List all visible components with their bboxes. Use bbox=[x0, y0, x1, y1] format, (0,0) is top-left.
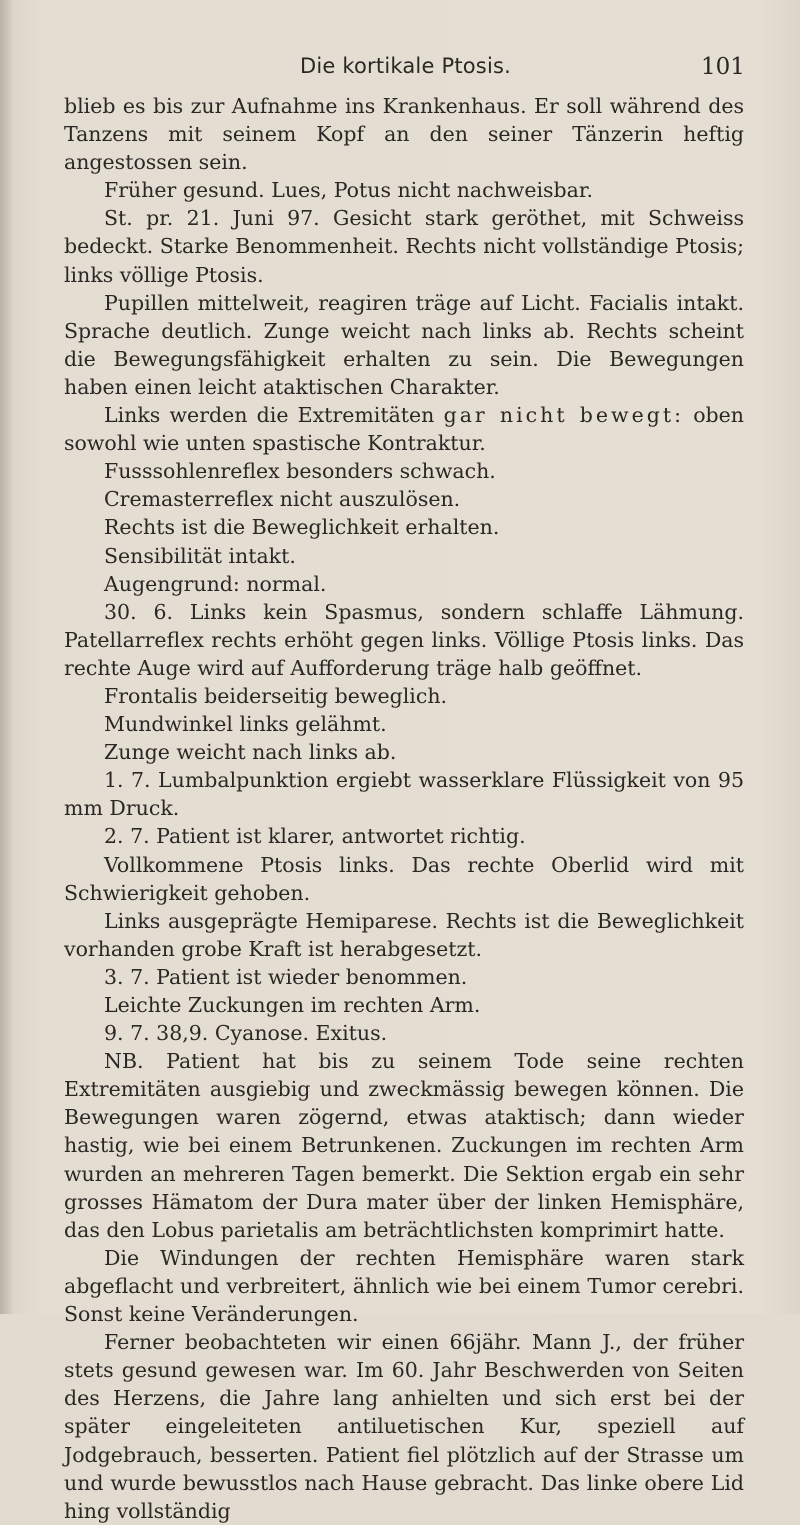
paragraph: Früher gesund. Lues, Potus nicht nachweisbar. bbox=[104, 178, 593, 203]
paragraph: Vollkommene Ptosis links. Das rechte Oberlid wird mit Schwierigkeit gehoben. bbox=[64, 852, 744, 905]
emphasized-text: gar nicht bewegt: bbox=[443, 403, 684, 428]
paragraph-text: oben sowohl wie unten spastische Kontraktur. bbox=[64, 403, 744, 456]
paragraph: blieb es bis zur Aufnahme ins Krankenhaus. Er soll während des Tanzens mit seinem Kopf an den seiner Tänzerin heftig angestossen sein. bbox=[64, 94, 744, 175]
paragraph-text: Links werden die Extremitäten bbox=[104, 403, 444, 428]
running-header bbox=[0, 54, 800, 84]
paragraph: Sensibilität intakt. bbox=[104, 543, 296, 568]
paragraph: Zunge weicht nach links ab. bbox=[104, 740, 397, 765]
page-number: 101 bbox=[701, 54, 745, 80]
paragraph: Links ausgeprägte Hemiparese. Rechts ist die Beweglichkeit vorhanden grobe Kraft ist herabgesetzt. bbox=[64, 908, 744, 961]
paragraph: Mundwinkel links gelähmt. bbox=[104, 712, 387, 737]
page-gutter-shadow bbox=[0, 0, 14, 1314]
paragraph: Ferner beobachteten wir einen 66jähr. Mann J., der früher stets gesund gewesen war. Im 60. Jahr Beschwerden von Seiten des Herzens, die Jahre lang anhielten und sich erst bei der später eingeleiteten antiluetischen Kur, speziell auf Jodgebrauch, besserten. Patient fiel plötzlich auf der Strasse um und wurde bewusstlos nach Hause gebracht. Das linke obere Lid hing vollständig bbox=[64, 1330, 744, 1523]
paragraph: Pupillen mittelweit, reagiren träge auf Licht. Facialis intakt. Sprache deutlich. Zunge weicht nach links ab. Rechts scheint die Bewegungsfähigkeit erhalten zu sein. Die Bewegungen haben einen leicht ataktischen Charakter. bbox=[64, 290, 744, 399]
paragraph: Die Windungen der rechten Hemisphäre waren stark abgeflacht und verbreitert, ähnlich wie bei einem Tumor cerebri. Sonst keine Veränderungen. bbox=[64, 1245, 744, 1327]
paragraph: Fusssohlenreflex besonders schwach. bbox=[104, 459, 496, 484]
paragraph: 30. 6. Links kein Spasmus, sondern schlaffe Lähmung. Patellarreflex rechts erhöht gegen links. Völlige Ptosis links. Das rechte Auge wird auf Aufforderung träge halb geöffnet. bbox=[64, 599, 744, 680]
paragraph: Frontalis beiderseitig beweglich. bbox=[104, 683, 448, 708]
paragraph: 9. 7. 38,9. Cyanose. Exitus. bbox=[104, 1021, 388, 1046]
body-text bbox=[64, 92, 744, 1525]
paragraph: NB. Patient hat bis zu seinem Tode seine rechten Extremitäten ausgiebig und zweckmässig bewegen können. Die Bewegungen waren zögernd, etwas ataktisch; dann wieder hastig, wie bei einem Betrunkenen. Zuckungen im rechten Arm wurden an mehreren Tagen bemerkt. Die Sektion ergab ein sehr grosses Hämatom der Dura mater über der linken Hemisphäre, das den Lobus parietalis am beträchtlichsten komprimirt hatte. bbox=[64, 1049, 744, 1242]
paragraph: Cremasterreflex nicht auszulösen. bbox=[104, 487, 461, 512]
running-title: Die kortikale Ptosis. bbox=[300, 54, 511, 78]
paragraph: 2. 7. Patient ist klarer, antwortet richtig. bbox=[104, 824, 526, 849]
paragraph: Rechts ist die Beweglichkeit erhalten. bbox=[104, 515, 500, 540]
paragraph: Augengrund: normal. bbox=[104, 571, 327, 596]
paragraph: 3. 7. Patient ist wieder benommen. bbox=[104, 964, 468, 989]
paragraph: Leichte Zuckungen im rechten Arm. bbox=[104, 993, 481, 1017]
paragraph: 1. 7. Lumbalpunktion ergiebt wasserklare Flüssigkeit von 95 mm Druck. bbox=[64, 768, 744, 821]
paragraph bbox=[64, 401, 744, 457]
paragraph: St. pr. 21. Juni 97. Gesicht stark geröthet, mit Schweiss bedeckt. Starke Benommenheit. Rechts nicht vollständige Ptosis; links völlige Ptosis. bbox=[64, 206, 744, 287]
